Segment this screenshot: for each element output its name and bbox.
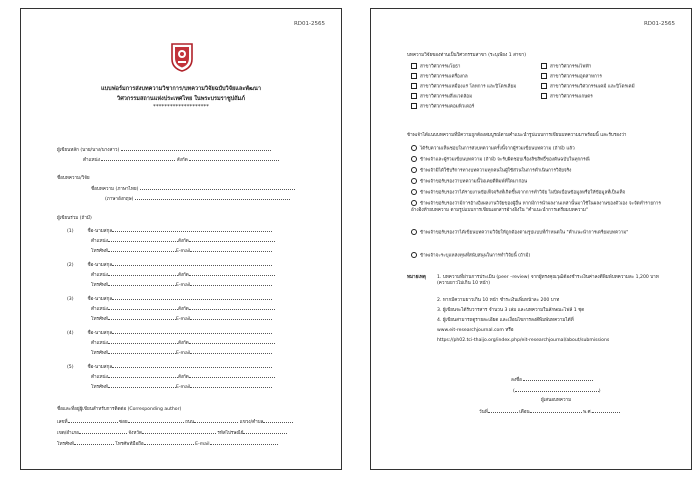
coauthor-position-row: [91, 271, 275, 279]
branch-option-label: สาขาวิศวกรรมเหมืองแร่ โลหการ และปิโตรเลียม: [420, 84, 517, 90]
addr-phone-label: โทรศัพท์: [57, 442, 74, 447]
declaration-text: ข้าพเจ้าขอรับรองว่าบทความนี้ไม่เคยตีพิมพ์ที่ใดมาก่อน: [420, 179, 528, 185]
coauthor-position-field[interactable]: [108, 271, 178, 276]
branch-option[interactable]: [411, 83, 516, 91]
coauthor-contact-row: [91, 315, 272, 323]
article-title-label: ชื่อบทความ/วิจัย: [57, 176, 90, 181]
coauthor-name-row: [67, 261, 272, 269]
coauthor-name-field[interactable]: [112, 363, 272, 368]
checkbox-icon[interactable]: [541, 83, 547, 89]
branch-option[interactable]: [411, 63, 460, 71]
checkbox-icon[interactable]: [411, 93, 417, 99]
coauthor-number: (2): [67, 263, 74, 268]
coauthor-name-field[interactable]: [112, 261, 272, 266]
coauthor-affiliation-field[interactable]: [189, 271, 275, 276]
radio-circle-icon[interactable]: [411, 229, 417, 235]
corresponding-label: ชื่อและที่อยู่ผู้เขียนสำหรับการติดต่อ (Corresponding author): [57, 407, 182, 412]
main-author-position-row: [83, 156, 279, 164]
radio-circle-icon[interactable]: [411, 156, 417, 162]
coauthor-position-field[interactable]: [108, 305, 178, 310]
branch-option[interactable]: [541, 83, 635, 91]
date-year-field[interactable]: [592, 408, 620, 413]
coauthor-email-label: E-mail: [175, 317, 191, 322]
branch-option-label: สาขาวิศวกรรมเกษตร: [550, 94, 593, 100]
coauthor-affiliation-field[interactable]: [189, 237, 275, 242]
addr-soi-field[interactable]: [128, 418, 184, 423]
addr-no-field[interactable]: [68, 418, 118, 423]
coauthor-name-label: ชื่อ-นามสกุล: [87, 297, 113, 302]
branch-option[interactable]: [411, 103, 474, 111]
submission-link[interactable]: https://ph02.tci-thaijo.org/index.php/eit-researchjournal/about/submissions: [437, 338, 610, 343]
branch-option-label: สาขาวิศวกรรมอุตสาหการ: [550, 74, 602, 80]
note-item: 3. ผู้เขียนจะได้รับวารสาร จำนวน 3 เล่ม และบทความในลักษณะไฟล์ 1 ชุด: [437, 308, 585, 313]
coauthor-position-label: ตำแหน่ง: [91, 273, 108, 278]
coauthor-name-field[interactable]: [112, 295, 272, 300]
coauthor-email-field[interactable]: [190, 349, 272, 354]
coauthor-phone-field[interactable]: [108, 315, 176, 320]
declaration-text: ได้รับความเห็นชอบในการส่งบทความครั้งนี้จากผู้ร่วมเขียนบทความ (ถ้ามี) แล้ว: [420, 146, 575, 152]
branch-option[interactable]: [541, 93, 593, 101]
coauthor-affiliation-label: สังกัด: [177, 375, 189, 380]
addr-province-label: จังหวัด: [128, 431, 142, 436]
addr-subdistrict-field[interactable]: [263, 418, 293, 423]
checkbox-icon[interactable]: [541, 93, 547, 99]
coauthor-name-label: ชื่อ-นามสกุล: [87, 263, 113, 268]
date-month-label: เดือน: [519, 410, 530, 415]
coauthor-email-field[interactable]: [190, 315, 272, 320]
coauthor-affiliation-field[interactable]: [189, 339, 275, 344]
addr-mobile-field[interactable]: [144, 440, 194, 445]
institution-logo: [170, 42, 194, 72]
coauthor-phone-field[interactable]: [108, 349, 176, 354]
coauthor-contact-row: [91, 247, 272, 255]
coauthor-phone-label: โทรศัพท์: [91, 385, 108, 390]
thai-title-label: ชื่อบทความ (ภาษาไทย): [91, 187, 139, 192]
coauthor-affiliation-label: สังกัด: [177, 273, 189, 278]
declaration-item: [411, 252, 666, 260]
coauthor-affiliation-label: สังกัด: [177, 239, 189, 244]
declaration-item: [411, 167, 666, 175]
note-item: 2. หากมีความยาวเกิน 10 หน้า ชำระเงินเพิ่มหน้าละ 200 บาท: [437, 298, 560, 303]
address-row-2: [57, 429, 287, 437]
declaration-heading: ข้าพเจ้าได้แนบบทความที่มีความถูกต้องสมบูรณ์ตามคำแนะนำรูปแบบการเขียนบทความมาพร้อมนี้ และรับรองว่า: [407, 133, 627, 138]
coauthor-email-label: E-mail: [175, 385, 191, 390]
branch-option[interactable]: [411, 93, 472, 101]
note-item: 4. ผู้เขียนสามารถดูรายละเอียด และเงื่อนไขการลงตีพิมพ์บทความได้ที่: [437, 318, 574, 323]
coauthor-name-row: [67, 227, 272, 235]
checkbox-icon[interactable]: [541, 73, 547, 79]
checkbox-icon[interactable]: [411, 103, 417, 109]
signer-role: ผู้เสนอบทความ: [541, 398, 572, 403]
date-month-field[interactable]: [530, 408, 582, 413]
submission-link[interactable]: www.eit-researchjournal.com หรือ: [437, 328, 514, 333]
coauthor-email-label: E-mail: [175, 351, 191, 356]
coauthor-name-row: [67, 363, 272, 371]
note-item: 1. บทความที่ผ่านการประเมิน (peer –review) จากผู้ทรงคุณวุฒิต้องชำระเงินค่าลงตีพิมพ์บทความละ 1,200 บาท (ความยาวไม่เกิน 10 หน้า): [437, 275, 659, 286]
form-subtitle: วิศวกรรมสถานแห่งประเทศไทย ในพระบรมราชูปถัมภ์: [117, 96, 245, 102]
coauthor-contact-row: [91, 349, 272, 357]
declaration-item: [411, 145, 666, 153]
addr-road-label: ถนน: [185, 420, 195, 425]
coauthors-label: ผู้เขียนร่วม (ถ้ามี): [57, 216, 92, 221]
declaration-text: ข้าพเจ้าขอรับรองว่าได้รายงานข้อเท็จจริงที่เกิดขึ้นจากการทำวิจัย ไม่บิดเบือนข้อมูลหรือให้ข้อมูลที่เป็นเท็จ: [420, 190, 626, 196]
form-code: RD01-2565: [643, 21, 675, 27]
coauthor-phone-field[interactable]: [108, 281, 176, 286]
coauthor-number: (4): [67, 331, 74, 336]
position-field[interactable]: [101, 156, 175, 161]
sign-label: ลงชื่อ: [511, 378, 522, 383]
date-row: [479, 408, 620, 416]
paren-close: ): [598, 389, 601, 394]
declaration-item: [411, 200, 666, 214]
addr-soi-label: ซอย: [119, 420, 128, 425]
radio-circle-icon[interactable]: [411, 167, 417, 173]
main-author-row: [57, 146, 271, 154]
coauthor-position-row: [91, 339, 275, 347]
author-name-field[interactable]: [121, 146, 271, 151]
eng-title-label: (ภาษาอังกฤษ): [105, 197, 134, 202]
checkbox-icon[interactable]: [411, 63, 417, 69]
addr-district-field[interactable]: [79, 429, 127, 434]
form-title: แบบฟอร์มการส่งบทความวิชาการ/บทความวิจัยฉบับวิจัยและพัฒนา: [101, 86, 261, 92]
coauthor-name-label: ชื่อ-นามสกุล: [87, 365, 113, 370]
radio-circle-icon[interactable]: [411, 252, 417, 258]
signer-name-field[interactable]: [515, 387, 599, 392]
form-page-2: [370, 8, 692, 470]
branch-option[interactable]: [541, 73, 602, 81]
notes-label: หมายเหตุ: [407, 275, 426, 280]
coauthor-phone-label: โทรศัพท์: [91, 351, 108, 356]
coauthor-phone-field[interactable]: [108, 383, 176, 388]
author-label: ผู้เขียนหลัก (นาย/นาง/นางสาว): [57, 148, 120, 153]
radio-circle-icon[interactable]: [411, 145, 417, 151]
date-day-label: วันที่: [479, 410, 488, 415]
date-year-label: พ.ศ.: [583, 410, 593, 415]
coauthor-email-field[interactable]: [190, 383, 272, 388]
coauthor-position-label: ตำแหน่ง: [91, 307, 108, 312]
coauthor-number: (1): [67, 229, 74, 234]
signature-field[interactable]: [523, 376, 593, 381]
coauthor-email-field[interactable]: [190, 281, 272, 286]
checkbox-icon[interactable]: [411, 83, 417, 89]
addr-phone-field[interactable]: [74, 440, 114, 445]
coauthor-position-label: ตำแหน่ง: [91, 239, 108, 244]
radio-circle-icon[interactable]: [411, 189, 417, 195]
coauthor-position-row: [91, 373, 275, 381]
coauthor-position-field[interactable]: [108, 339, 178, 344]
coauthor-phone-field[interactable]: [108, 247, 176, 252]
addr-postal-field[interactable]: [243, 429, 287, 434]
signature-row: [511, 376, 593, 384]
declaration-text: ข้าพเจ้าขอรับรองว่ามีการอ้างอิงผลงานวิจัยของผู้อื่น หากมีการนำผลงานเหล่านั้นมาใช้ในผลงานของตัวเอง จะจัดทำรายการอ้างอิงท้ายบทความ ตามรูปแบบการเขียนเอกสารอ้างอิงใน "คำแนะนำการเตรียมบทความ": [411, 201, 661, 213]
affiliation-label: สังกัด: [176, 158, 188, 163]
checkbox-icon[interactable]: [541, 63, 547, 69]
addr-email-label: E-mail: [195, 442, 210, 447]
declaration-text: ข้าพเจ้ามิได้ใช้บริการทางบทความทุกคนในผู้ใช้ส่วนในการดำเนินการวิจัยจริง: [420, 168, 572, 174]
addr-subdistrict-label: แขวง/ตำบล: [239, 420, 264, 425]
branch-option-label: สาขาวิศวกรรมเครื่องกล: [420, 74, 468, 80]
addr-email-field[interactable]: [210, 440, 278, 445]
affiliation-field[interactable]: [189, 156, 279, 161]
addr-province-field[interactable]: [142, 429, 216, 434]
coauthor-number: (3): [67, 297, 74, 302]
coauthor-number: (5): [67, 365, 74, 370]
declaration-item: [411, 229, 666, 237]
title-stars: ********************: [153, 104, 209, 110]
coauthor-email-label: E-mail: [175, 283, 191, 288]
branch-option-label: สาขาวิศวกรรมสิ่งแวดล้อม: [420, 94, 473, 100]
radio-circle-icon[interactable]: [411, 178, 417, 184]
branch-heading: บทความวิจัยของท่านเป็นวิศวกรรมสาขา (ระบุเพียง 1 สาขา): [407, 53, 526, 58]
coauthor-position-label: ตำแหน่ง: [91, 341, 108, 346]
branch-option[interactable]: [411, 73, 468, 81]
paren-open: (: [513, 389, 515, 394]
declaration-text: ข้าพเจ้าจะระบุแหล่งทุนที่สนับสนุนในการทำวิจัยนี้ (ถ้ามี): [420, 253, 531, 259]
addr-mobile-label: โทรศัพท์มือถือ: [115, 442, 144, 447]
branch-option-label: สาขาวิศวกรรมคอมพิวเตอร์: [420, 104, 475, 110]
branch-option-label: สาขาวิศวกรรมวิศวกรรมเคมี และปิโตรเคมี: [550, 84, 635, 90]
declaration-text: ข้าพเจ้าขอรับรองว่าได้เขียนบทความวิจัยให้ถูกต้องตามรูปแบบที่กำหนดใน "คำแนะนำการเตรียมบทความ": [420, 230, 629, 236]
checkbox-icon[interactable]: [411, 73, 417, 79]
coauthor-contact-row: [91, 281, 272, 289]
coauthor-name-row: [67, 295, 272, 303]
position-label: ตำแหน่ง: [83, 158, 100, 163]
coauthor-affiliation-field[interactable]: [189, 373, 275, 378]
coauthor-position-row: [91, 305, 275, 313]
addr-postal-label: รหัสไปรษณีย์: [217, 431, 244, 436]
coauthor-position-label: ตำแหน่ง: [91, 375, 108, 380]
coauthor-contact-row: [91, 383, 272, 391]
addr-road-field[interactable]: [194, 418, 238, 423]
form-page-1: [20, 8, 342, 470]
coauthor-name-label: ชื่อ-นามสกุล: [87, 331, 113, 336]
coauthor-phone-label: โทรศัพท์: [91, 249, 108, 254]
thai-title-field[interactable]: [140, 185, 295, 190]
address-row-3: [57, 440, 278, 448]
coauthor-affiliation-label: สังกัด: [177, 307, 189, 312]
article-thai-row: [91, 185, 295, 193]
declaration-item: [411, 189, 666, 197]
date-day-field[interactable]: [488, 408, 518, 413]
coauthor-position-row: [91, 237, 275, 245]
declaration-text: ข้าพเจ้าและผู้ร่วมเขียนบทความ (ถ้ามี) จะรับผิดชอบเรื่องลิขสิทธิ์ของต้นฉบับในทุกกรณี: [420, 157, 590, 163]
coauthor-affiliation-label: สังกัด: [177, 341, 189, 346]
article-eng-row: [105, 195, 290, 203]
coauthor-position-field[interactable]: [108, 237, 178, 242]
branch-option-label: สาขาวิศวกรรมไฟฟ้า: [550, 64, 592, 70]
coauthor-name-field[interactable]: [112, 329, 272, 334]
coauthor-position-field[interactable]: [108, 373, 178, 378]
coauthor-name-field[interactable]: [112, 227, 272, 232]
branch-option[interactable]: [541, 63, 591, 71]
coauthor-phone-label: โทรศัพท์: [91, 317, 108, 322]
addr-district-label: เขต/อำเภอ: [57, 431, 79, 436]
branch-option-label: สาขาวิศวกรรมโยธา: [420, 64, 461, 70]
declaration-item: [411, 178, 666, 186]
coauthor-email-label: E-mail: [175, 249, 191, 254]
address-row-1: [57, 418, 293, 426]
eng-title-field[interactable]: [135, 195, 290, 200]
signature-name-row: [513, 387, 601, 395]
coauthor-email-field[interactable]: [190, 247, 272, 252]
form-code: RD01-2565: [293, 21, 325, 27]
coauthor-affiliation-field[interactable]: [189, 305, 275, 310]
coauthor-name-label: ชื่อ-นามสกุล: [87, 229, 113, 234]
declaration-item: [411, 156, 666, 164]
coauthor-name-row: [67, 329, 272, 337]
radio-circle-icon[interactable]: [411, 200, 417, 206]
coauthor-phone-label: โทรศัพท์: [91, 283, 108, 288]
addr-no-label: เลขที่: [57, 420, 68, 425]
